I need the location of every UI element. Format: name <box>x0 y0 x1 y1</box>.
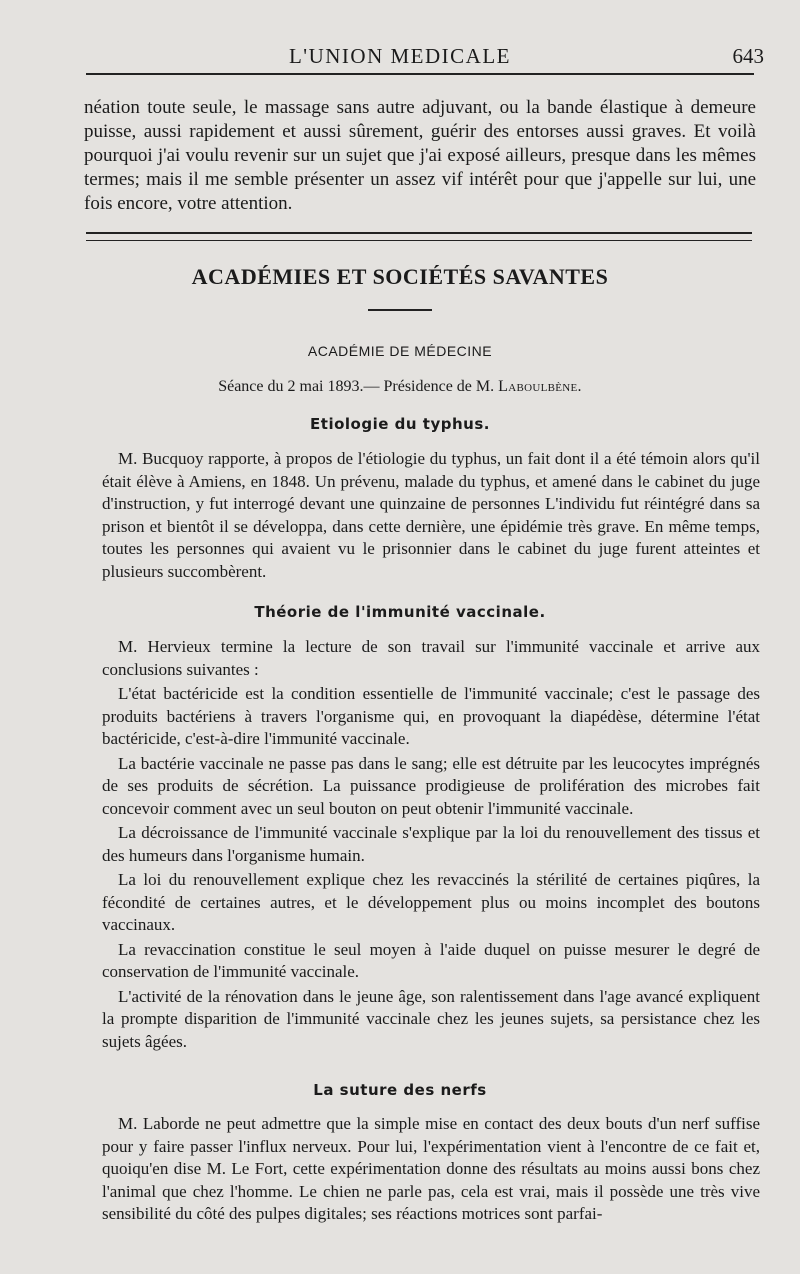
paragraph: La bactérie vaccinale ne passe pas dans le sang; elle est détruite par les leucocytes imprégnés de ses produits de sécrétion. La puissance prodigieuse de prolifération des microbes fait concevoir comment avec un seul bouton on peut obtenir l'immunité vaccinale. <box>102 753 760 818</box>
paragraph: L'activité de la rénovation dans le jeune âge, son ralentissement dans l'age avancé expliquent la prompte disparition de l'immunité vaccinale chez les jeunes sujets, sa persistance chez les sujets âgées. <box>102 986 760 1051</box>
paragraph: La revaccination constitue le seul moyen à l'aide duquel on puisse mesurer le degré de conservation de l'immunité vaccinale. <box>102 939 760 981</box>
subheading-typhus: Etiologie du typhus. <box>310 415 490 433</box>
section-title: ACADÉMIES ET SOCIÉTÉS SAVANTES <box>191 264 609 289</box>
page-number: 643 <box>732 44 764 68</box>
paragraph: La loi du renouvellement explique chez les revaccinés la stérilité de certaines piqûres, la fécondité de certaines autres, et le développement plus ou moins incomplet des boutons vaccinaux. <box>102 870 760 934</box>
paragraph: La décroissance de l'immunité vaccinale s'explique par la loi du renouvellement des tissus et des humeurs dans l'organisme humain. <box>102 823 760 865</box>
section-divider <box>86 232 752 241</box>
seance-line <box>0 378 800 396</box>
paragraph: M. Bucquoy rapporte, à propos de l'étiologie du typhus, un fait dont il a été témoin alors qu'il était élève à Amiens, en 1848. Un prévenu, malade du typhus, et amené dans le cabinet du juge d'instruction, y fut interrogé devant une quinzaine de personnes L'individu fut réintégré dans sa prison et bientôt il se développa, dans cette dernière, une épidémie très grave. En même temps, toutes les personnes qui avaient vu le prisonnier dans le cabinet du juge furent atteintes et plusieurs succombèrent. <box>102 449 760 581</box>
seance-text: Séance du 2 mai 1893.— Présidence de M. <box>218 378 495 395</box>
section-typhus-body <box>102 448 760 583</box>
running-header <box>0 42 800 72</box>
subheading-suture: La suture des nerfs <box>313 1081 487 1099</box>
lead-paragraph: néation toute seule, le massage sans autre adjuvant, ou la bande élastique à demeure puisse, aussi rapidement et aussi sûrement, guérir des entorses aussi graves. Et voilà pourquoi j'ai voulu revenir sur un sujet que j'ai exposé ailleurs, presque dans les mêmes termes; mais il me semble présenter un assez vif intérêt pour que j'appelle sur lui, une fois encore, votre attention. <box>84 97 756 214</box>
journal-title: L'UNION MEDICALE <box>288 44 511 68</box>
header-rule <box>86 73 754 75</box>
academy-name: ACADÉMIE DE MÉDECINE <box>307 343 493 359</box>
paragraph: M. Laborde ne peut admettre que la simple mise en contact des deux bouts d'un nerf suffise pour y faire passer l'influx nerveux. Pour lui, l'expérimentation vient à l'encontre de ce fait et, quoiqu'en dise M. Le Fort, cette expérimentation donne des résultats au moins aussi bons chez l'animal que chez l'homme. Le chien ne parle pas, cela est vrai, mais il possède une très vive sensibilité du côté des pulpes digitales; ses réactions motrices sont parfai- <box>102 1114 760 1223</box>
section-suture-body <box>102 1113 760 1226</box>
section-immunite-body <box>102 636 760 1053</box>
paragraph: M. Hervieux termine la lecture de son travail sur l'immunité vaccinale et arrive aux conclusions suivantes : <box>102 637 760 679</box>
paragraph: L'état bactéricide est la condition essentielle de l'immunité vaccinale; c'est le passage des produits bactériens à travers l'organisme qui, en provoquant la diapédèse, détermine l'état bactéricide, c'est-à-dire l'immunité vaccinale. <box>102 684 760 748</box>
title-underline <box>368 309 432 311</box>
seance-president: Laboulbène. <box>498 378 582 395</box>
subheading-immunite: Théorie de l'immunité vaccinale. <box>254 603 546 621</box>
